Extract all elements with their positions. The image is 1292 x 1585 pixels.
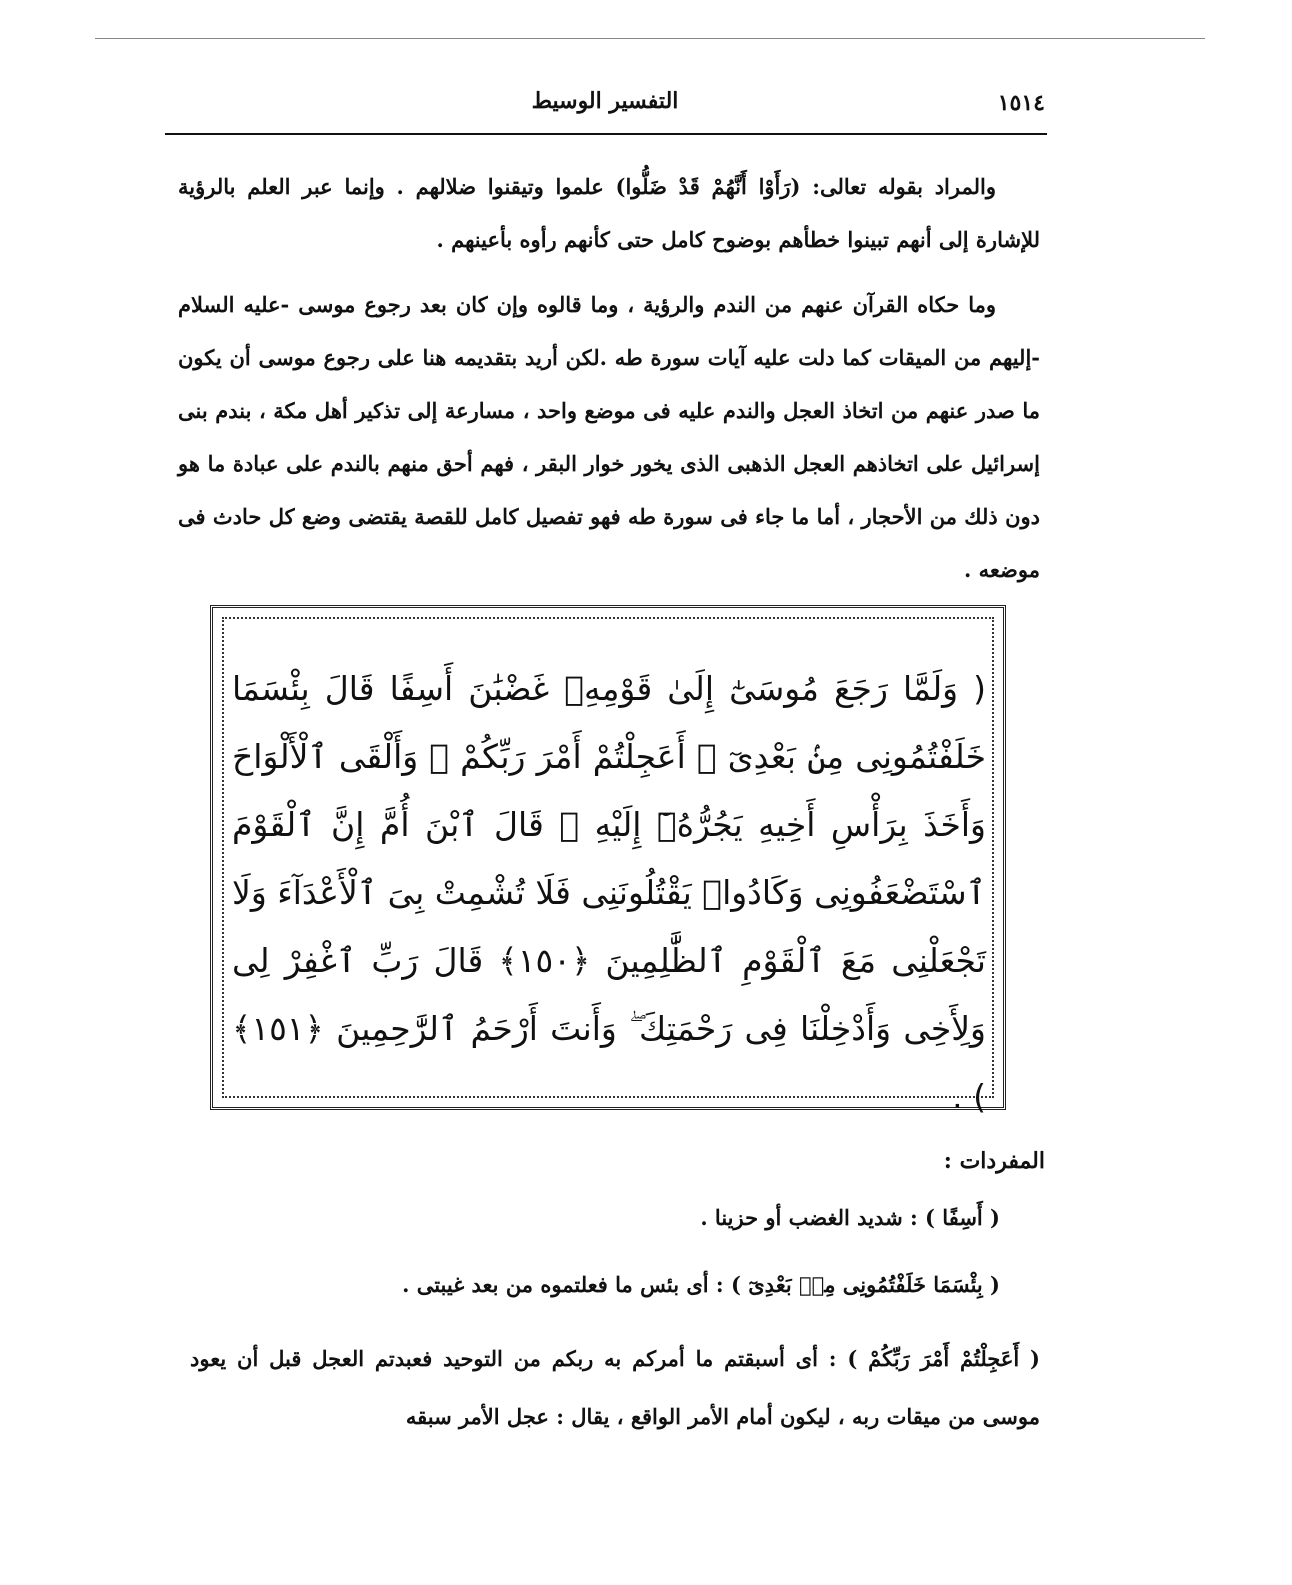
running-title: التفسير الوسيط — [531, 88, 679, 114]
vocabulary-heading: المفردات : — [943, 1148, 1045, 1174]
vocabulary-item: ( بِئْسَمَا خَلَفْتُمُونِى مِنۢ بَعْدِىٓ ) : أى بئس ما فعلتموه من بعد غيبتى . — [402, 1272, 1000, 1297]
page-number: ١٥١٤ — [997, 90, 1045, 116]
paragraph-1: والمراد بقوله تعالى: (رَأَوْا أَنَّهُمْ قَدْ ضَلُّوا) علموا وتيقنوا ضلالهم . وإنما عبر العلم بالرؤية للإشارة إلى أنهم تبينوا خطأهم بوضوح كامل حتى كأنهم رأوه بأعينهم . — [178, 174, 1040, 252]
vocabulary-item: ( أَسِفًا ) : شديد الغضب أو حزينا . — [700, 1205, 1000, 1230]
quran-verse: ( وَلَمَّا رَجَعَ مُوسَىٰٓ إِلَىٰ قَوْمِهِۦ غَضْبَٰنَ أَسِفًا قَالَ بِئْسَمَا خَلَفْتُمُونِى مِنۢ بَعْدِىٓ ۖ أَعَجِلْتُمْ أَمْرَ رَبِّكُمْ ۖ وَأَلْقَى ٱلْأَلْوَاحَ وَأَخَذَ بِرَأْسِ أَخِيهِ يَجُرُّهُۥٓ إِلَيْهِ ۚ قَالَ ٱبْنَ أُمَّ إِنَّ ٱلْقَوْمَ ٱسْتَضْعَفُونِى وَكَادُوا۟ يَقْتُلُونَنِى فَلَا تُشْمِتْ بِىَ ٱلْأَعْدَآءَ وَلَا تَجْعَلْنِى مَعَ ٱلْقَوْمِ ٱلظَّٰلِمِينَ ﴿١٥٠﴾ قَالَ رَبِّ ٱغْفِرْ لِى وَلِأَخِى وَأَدْخِلْنَا فِى رَحْمَتِكَ ۖ وَأَنتَ أَرْحَمُ ٱلرَّٰحِمِينَ ﴿١٥١﴾ ) . — [232, 669, 986, 1116]
page-header — [165, 84, 1045, 132]
vocabulary-item: ( أَعَجِلْتُمْ أَمْرَ رَبِّكُمْ ) : أى أسبقتم ما أمركم به ربكم من التوحيد فعبدتم العجل قبل أن يعود موسى من ميقات ربه ، ليكون أمام الأمر الواقع ، يقال : عجل الأمر سبقه — [190, 1346, 1040, 1429]
top-scan-line — [95, 38, 1205, 39]
header-rule — [165, 133, 1047, 135]
paragraph-2: وما حكاه القرآن عنهم من الندم والرؤية ، وما قالوه وإن كان بعد رجوع موسى -عليه السلام -إليهم من الميقات كما دلت عليه آيات سورة طه .لكن أريد بتقديمه هنا على رجوع موسى أن يكون ما صدر عنهم من اتخاذ العجل والندم عليه فى موضع واحد ، مسارعة إلى تذكير أهل مكة ، بندم بنى إسرائيل على اتخاذهم العجل الذهبى الذى يخور خوار البقر ، فهم أحق منهم بالندم على عبادة ما هو دون ذلك من الأحجار ، أما ما جاء فى سورة طه فهو تفصيل كامل للقصة يقتضى وضع كل حادث فى موضعه . — [178, 292, 1040, 582]
